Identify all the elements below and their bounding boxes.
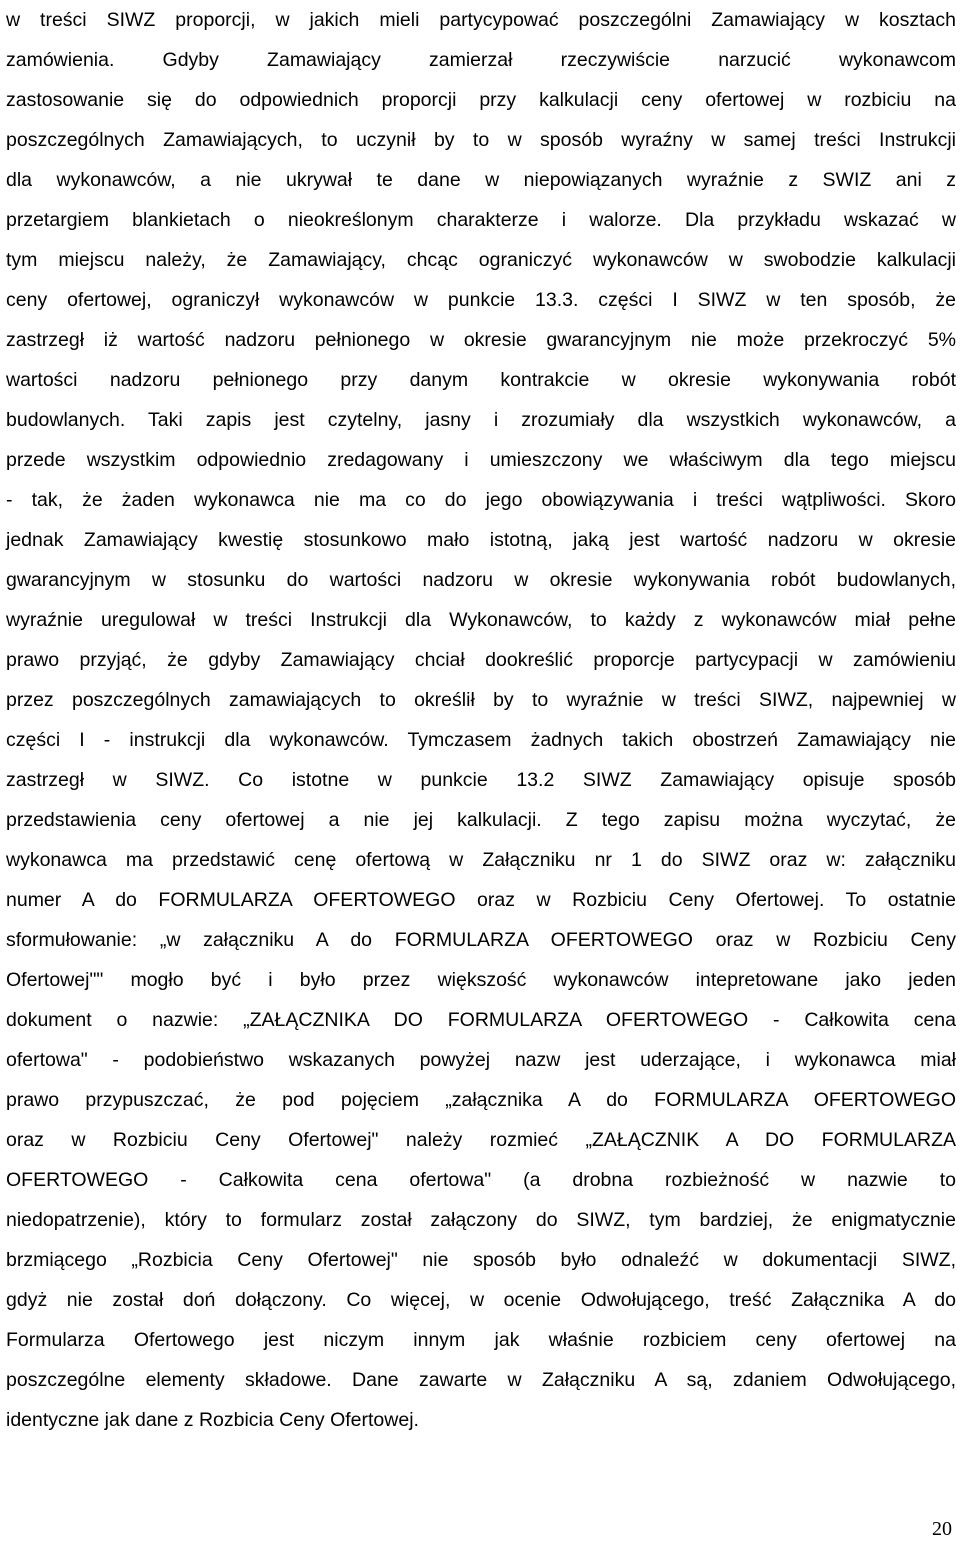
text-line: przetargiem blankietach o nieokreślonym charakterze i walorze. Dla przykładu wskazać w — [6, 209, 956, 231]
text-line: numer A do FORMULARZA OFERTOWEGO oraz w Rozbiciu Ceny Ofertowej. To ostatnie — [6, 889, 956, 911]
text-line: przede wszystkim odpowiednio zredagowany i umieszczony we właściwym dla tego miejscu — [6, 449, 956, 471]
text-line: tym miejscu należy, że Zamawiający, chcąc ograniczyć wykonawców w swobodzie kalkulacji — [6, 249, 956, 271]
text-line: wartości nadzoru pełnionego przy danym kontrakcie w okresie wykonywania robót — [6, 369, 956, 391]
text-line: oraz w Rozbiciu Ceny Ofertowej" należy rozmieć „ZAŁĄCZNIK A DO FORMULARZA — [6, 1129, 956, 1151]
text-line: - tak, że żaden wykonawca nie ma co do jego obowiązywania i treści wątpliwości. Skoro — [6, 489, 956, 511]
text-line: prawo przypuszczać, że pod pojęciem „załącznika A do FORMULARZA OFERTOWEGO — [6, 1089, 956, 1111]
text-line: ofertowa" - podobieństwo wskazanych powyżej nazw jest uderzające, i wykonawca miał — [6, 1049, 956, 1071]
text-line: zamówienia. Gdyby Zamawiający zamierzał rzeczywiście narzucić wykonawcom — [6, 49, 956, 71]
text-line: Ofertowej"" mogło być i było przez większość wykonawców intepretowane jako jeden — [6, 969, 956, 991]
text-line: Formularza Ofertowego jest niczym innym jak właśnie rozbiciem ceny ofertowej na — [6, 1329, 956, 1351]
text-line: gdyż nie został doń dołączony. Co więcej, w ocenie Odwołującego, treść Załącznika A do — [6, 1289, 956, 1311]
text-line: przez poszczególnych zamawiających to określił by to wyraźnie w treści SIWZ, najpewniej w — [6, 689, 956, 711]
text-line: OFERTOWEGO - Całkowita cena ofertowa" (a drobna rozbieżność w nazwie to — [6, 1169, 956, 1191]
text-line: poszczególnych Zamawiających, to uczynił by to w sposób wyraźny w samej treści Instrukcji — [6, 129, 956, 151]
text-line: zastrzegł w SIWZ. Co istotne w punkcie 13.2 SIWZ Zamawiający opisuje sposób — [6, 769, 956, 791]
text-line: dla wykonawców, a nie ukrywał te dane w niepowiązanych wyraźnie z SWIZ ani z — [6, 169, 956, 191]
text-line: jednak Zamawiający kwestię stosunkowo mało istotną, jaką jest wartość nadzoru w okresie — [6, 529, 956, 551]
text-line: budowlanych. Taki zapis jest czytelny, jasny i zrozumiały dla wszystkich wykonawców, a — [6, 409, 956, 431]
text-line: dokument o nazwie: „ZAŁĄCZNIKA DO FORMULARZA OFERTOWEGO - Całkowita cena — [6, 1009, 956, 1031]
text-line: części I - instrukcji dla wykonawców. Tymczasem żadnych takich obostrzeń Zamawiający nie — [6, 729, 956, 751]
text-line: poszczególne elementy składowe. Dane zawarte w Załączniku A są, zdaniem Odwołującego, — [6, 1369, 956, 1391]
text-line: zastosowanie się do odpowiednich proporcji przy kalkulacji ceny ofertowej w rozbiciu na — [6, 89, 956, 111]
text-line: gwarancyjnym w stosunku do wartości nadzoru w okresie wykonywania robót budowlanych, — [6, 569, 956, 591]
text-line: brzmiącego „Rozbicia Ceny Ofertowej" nie sposób było odnaleźć w dokumentacji SIWZ, — [6, 1249, 956, 1271]
text-line: zastrzegł iż wartość nadzoru pełnionego w okresie gwarancyjnym nie może przekroczyć 5% — [6, 329, 956, 351]
text-line: przedstawienia ceny ofertowej a nie jej kalkulacji. Z tego zapisu można wyczytać, że — [6, 809, 956, 831]
text-line: w treści SIWZ proporcji, w jakich mieli partycypować poszczególni Zamawiający w kosztach — [6, 9, 956, 31]
text-line: wykonawca ma przedstawić cenę ofertową w Załączniku nr 1 do SIWZ oraz w: załączniku — [6, 849, 956, 871]
body-paragraph — [6, 0, 956, 1440]
text-line: wyraźnie uregulował w treści Instrukcji dla Wykonawców, to każdy z wykonawców miał pełne — [6, 609, 956, 631]
text-line: identyczne jak dane z Rozbicia Ceny Ofertowej. — [6, 1409, 419, 1431]
text-line: sformułowanie: „w załączniku A do FORMULARZA OFERTOWEGO oraz w Rozbiciu Ceny — [6, 929, 956, 951]
text-line: ceny ofertowej, ograniczył wykonawców w punkcie 13.3. części I SIWZ w ten sposób, że — [6, 289, 956, 311]
page-number: 20 — [932, 1518, 952, 1540]
text-line: niedopatrzenie), który to formularz został załączony do SIWZ, tym bardziej, że enigmatycznie — [6, 1209, 956, 1231]
text-line: prawo przyjąć, że gdyby Zamawiający chciał dookreślić proporcje partycypacji w zamówieniu — [6, 649, 956, 671]
